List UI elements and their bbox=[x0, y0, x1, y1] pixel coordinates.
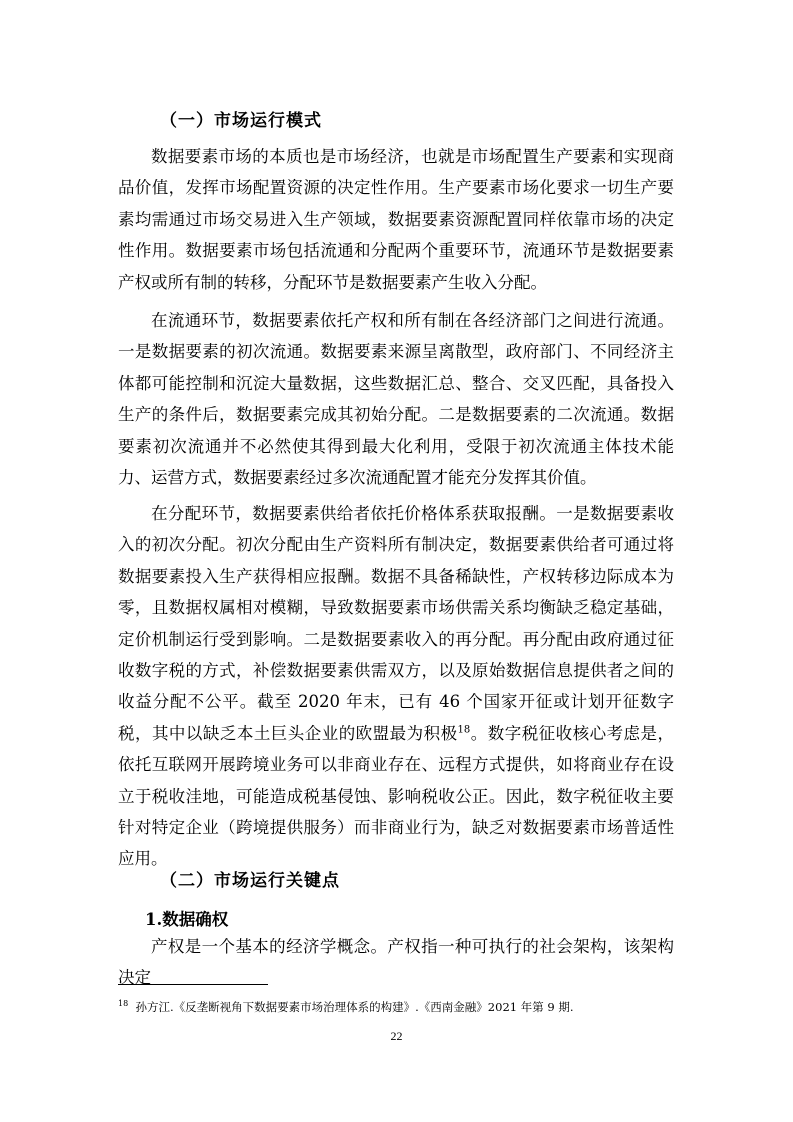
footnote bbox=[118, 999, 574, 1015]
paragraph-distribution-text-2: 。数字税征收核心考虑是，依托互联网开展跨境业务可以非商业存在、远程方式提供，如将商业存在设立于税收洼地，可能造成税基侵蚀、影响税收公正。因此，数字税征收主要针对特定企业（跨境提供服务）而非商业行为，缺乏对数据要素市场普适性应用。 bbox=[118, 723, 675, 869]
section-heading-key-points: （二）市场运行关键点 bbox=[160, 871, 340, 891]
paragraph-market-essence: 数据要素市场的本质也是市场经济，也就是市场配置生产要素和实现商品价值，发挥市场配置资源的决定性作用。生产要素市场化要求一切生产要素均需通过市场交易进入生产领域，数据要素资源配置同样依靠市场的决定性作用。数据要素市场包括流通和分配两个重要环节，流通环节是数据要素产权或所有制的转移，分配环节是数据要素产生收入分配。 bbox=[118, 147, 674, 292]
paragraph-distribution bbox=[118, 498, 674, 875]
footnote-reference-18[interactable]: 18 bbox=[457, 724, 471, 736]
paragraph-property-rights: 产权是一个基本的经济学概念。产权指一种可执行的社会架构，该架构决定 bbox=[118, 937, 674, 988]
paragraph-circulation: 在流通环节，数据要素依托产权和所有制在各经济部门之间进行流通。一是数据要素的初次流通。数据要素来源呈离散型，政府部门、不同经济主体都可能控制和沉淀大量数据，这些数据汇总、整合、交叉匹配，具备投入生产的条件后，数据要素完成其初始分配。二是数据要素的二次流通。数据要素初次流通并不必然使其得到最大化利用，受限于初次流通主体技术能力、运营方式，数据要素经过多次流通配置才能充分发挥其价值。 bbox=[118, 311, 674, 488]
page-number: 22 bbox=[390, 1029, 403, 1043]
footnote-number: 18 bbox=[118, 999, 129, 1009]
subheading-data-rights: 1.数据确权 bbox=[145, 910, 229, 929]
paragraph-distribution-text-1: 在分配环节，数据要素供给者依托价格体系获取报酬。一是数据要素收入的初次分配。初次分配由生产资料所有制决定，数据要素供给者可通过将数据要素投入生产获得相应报酬。数据不具备稀缺性，产权转移边际成本为零，且数据权属相对模糊，导致数据要素市场供需关系均衡缺乏稳定基础，定价机制运行受到影响。二是数据要素收入的再分配。再分配由政府通过征收数字税的方式，补偿数据要素供需双方，以及原始数据信息提供者之间的收益分配不公平。截至 2020 年末，已有 46 个国家开征或计划开征数字税，其中以缺乏本土巨头企业的欧盟最为积极 bbox=[118, 504, 674, 743]
footnote-text: 孙方江.《反垄断视角下数据要素市场治理体系的构建》.《西南金融》2021 年第 9 期. bbox=[135, 1000, 574, 1014]
section-heading-market-operation-mode: （一）市场运行模式 bbox=[160, 111, 322, 131]
footnote-separator bbox=[118, 984, 268, 985]
